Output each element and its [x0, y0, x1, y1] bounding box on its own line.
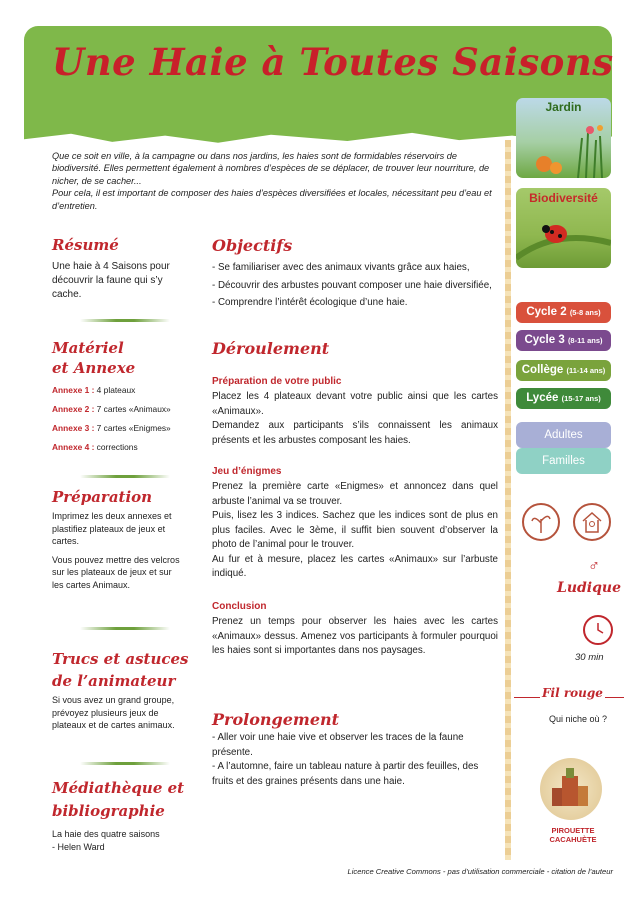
conclusion-heading: Conclusion [212, 601, 267, 612]
leaf-divider [80, 627, 170, 630]
mediatheque-heading-line: bibliographie [52, 802, 165, 820]
trucs-heading [52, 648, 189, 692]
license-footer: Licence Creative Commons - pas d’utilisation commerciale - citation de l’auteur [347, 867, 613, 876]
annex-text: 4 plateaux [94, 385, 136, 395]
annex-text: corrections [94, 442, 138, 452]
prolongement-heading: Prolongement [212, 710, 340, 729]
duration: 30 min [575, 652, 604, 663]
preparation-text [52, 510, 184, 597]
annex-item [52, 423, 171, 434]
leaf-divider [80, 475, 170, 478]
conclusion-text: Prenez un temps pour observer les haies avec les cartes «Animaux» dessus. Amenez vos participants à formuler pourquoi les haies sont si importantes dans nos paysages. [212, 616, 498, 656]
materiel-heading [52, 338, 135, 378]
trucs-heading-line: de l’animateur [52, 672, 176, 690]
ludique-label: Ludique [557, 580, 622, 596]
level-tag-adultes: Adultes [516, 422, 611, 448]
objectif-item: - Se familiariser avec des animaux vivants grâce aux haies, [212, 262, 470, 273]
mediatheque-heading-line: Médiathèque et [52, 779, 185, 797]
timer-icon [583, 615, 613, 645]
level-name: Collège [521, 364, 564, 376]
resume-text: Une haie à 4 Saisons pour découvrir la faune qui s’y cache. [52, 261, 170, 300]
level-ages: (11-14 ans) [566, 366, 606, 375]
level-name: Cycle 2 [526, 306, 567, 318]
objectifs-heading: Objectifs [212, 236, 293, 255]
level-tag-familles: Familles [516, 448, 611, 474]
annex-item [52, 442, 138, 453]
annex-item [52, 385, 135, 396]
intro-paragraph: Pour cela, il est important de composer des haies d’espèces diversifiées et locales, nécessitant peu d’eau et d’entretien. [52, 188, 492, 211]
deroulement-heading: Déroulement [212, 339, 330, 358]
level-tag-cycle3 [516, 330, 611, 351]
prep-public-paragraph: Placez les 4 plateaux devant votre public ainsi que les cartes «Animaux». [212, 391, 498, 417]
trucs-heading-line: Trucs et astuces [52, 650, 189, 668]
annex-label: Annexe 1 : [52, 385, 95, 395]
bibliography-line: - Helen Ward [52, 842, 105, 852]
logo-text-line: CACAHUÈTE [549, 835, 597, 844]
level-ages: (5-8 ans) [569, 308, 601, 317]
logo-text-line: PIROUETTE [551, 826, 595, 835]
jeu-paragraph: Au fur et à mesure, placez les cartes «Animaux» sur l’arbuste indiqué. [212, 553, 498, 579]
materiel-heading-line: Matériel [52, 339, 124, 357]
birdhouse-icon [575, 505, 609, 539]
materiel-heading-line: et Annexe [52, 359, 136, 377]
plant-icon [524, 505, 558, 539]
jardin-label: Jardin [545, 100, 582, 114]
level-tag-cycle2 [516, 302, 611, 323]
column-divider [505, 140, 511, 860]
preparation-paragraph: Vous pouvez mettre des velcros sur les plateaux de jeux et sur les cartes Animaux. [52, 554, 180, 590]
annex-label: Annexe 3 : [52, 423, 95, 433]
bibliography-text [52, 828, 160, 854]
jeu-heading: Jeu d’énigmes [212, 466, 282, 477]
leaf-divider [80, 319, 170, 322]
clock-hands-icon [585, 617, 611, 643]
jardin-thumbnail [516, 98, 611, 178]
ladybug-illustration [516, 188, 611, 268]
level-ages: (15-17 ans) [561, 394, 601, 403]
preparation-heading: Préparation [52, 488, 153, 506]
logo-illustration [540, 758, 602, 820]
fil-rouge-text: Qui niche où ? [549, 714, 608, 724]
jeu-paragraph: Puis, lisez les 3 indices. Sachez que les indices sont de plus en plus faciles. Avec le 3ème, il suffit bien souvent d’observer la photo de l’animal pour le trouver. [212, 510, 498, 550]
prolongement-text [212, 731, 498, 789]
prep-public-text [212, 390, 498, 448]
objectifs-list [212, 261, 498, 311]
objectif-item: - Découvrir des arbustes pouvant composer une haie diversifiée, [212, 279, 492, 291]
bibliography-line: La haie des quatre saisons [52, 829, 160, 839]
prolongement-paragraph: - Aller voir une haie vive et observer les traces de la faune présente. [212, 732, 464, 758]
annex-label: Annexe 2 : [52, 404, 95, 414]
pirouette-cacahuete-logo [540, 758, 602, 820]
level-tag-lycee [516, 388, 611, 409]
prolongement-paragraph: - A l’automne, faire un tableau nature à partir des feuilles, des fruits et des graines présents dans une haie. [212, 761, 479, 787]
level-name: Lycée [526, 392, 559, 404]
level-ages: (8-11 ans) [567, 336, 603, 345]
level-name: Cycle 3 [524, 334, 565, 346]
leaf-divider [80, 762, 170, 765]
resume-heading: Résumé [52, 236, 119, 254]
objectif-item: - Comprendre l’intérêt écologique d’une haie. [212, 297, 408, 308]
annex-text: 7 cartes «Animaux» [94, 404, 171, 414]
birdhouse-activity-icon [573, 503, 611, 541]
jeu-paragraph: Prenez la première carte «Enigmes» et annoncez dans quel arbuste l’animal va se trouver. [212, 481, 498, 507]
annex-text: 7 cartes «Enigmes» [94, 423, 171, 433]
preparation-paragraph: Imprimez les deux annexes et plastifiez plateaux de jeux et cartes. [52, 511, 172, 546]
prep-public-paragraph: Demandez aux participants s’ils connaissent les animaux présents et les arbustes composant les haies. [212, 420, 498, 446]
jeu-text [212, 480, 498, 582]
biodiversite-thumbnail [516, 188, 611, 268]
annex-item [52, 404, 171, 415]
prep-public-heading: Préparation de votre public [212, 376, 342, 387]
mediatheque-heading [52, 777, 184, 823]
ludique-icon: ♂ [588, 558, 600, 575]
page-title: Une Haie à Toutes Saisons [52, 40, 614, 84]
intro-paragraph: Que ce soit en ville, à la campagne ou dans nos jardins, les haies sont de formidables réservoirs de biodiversité. Elles permettent également à nombres d’espèces de se déplacer, de trouver leur nourriture, de nicher, de se cacher... [52, 151, 490, 186]
intro-text [52, 150, 497, 212]
fil-rouge-heading: Fil rouge [542, 686, 603, 700]
garden-illustration [516, 98, 611, 178]
plant-activity-icon [522, 503, 560, 541]
level-tag-college [516, 360, 611, 381]
logo-text [547, 826, 599, 844]
trucs-text: Si vous avez un grand groupe, prévoyez plusieurs jeux de plateaux et de cartes animaux. [52, 695, 175, 730]
biodiversite-label: Biodiversité [529, 191, 598, 205]
annex-label: Annexe 4 : [52, 442, 95, 452]
